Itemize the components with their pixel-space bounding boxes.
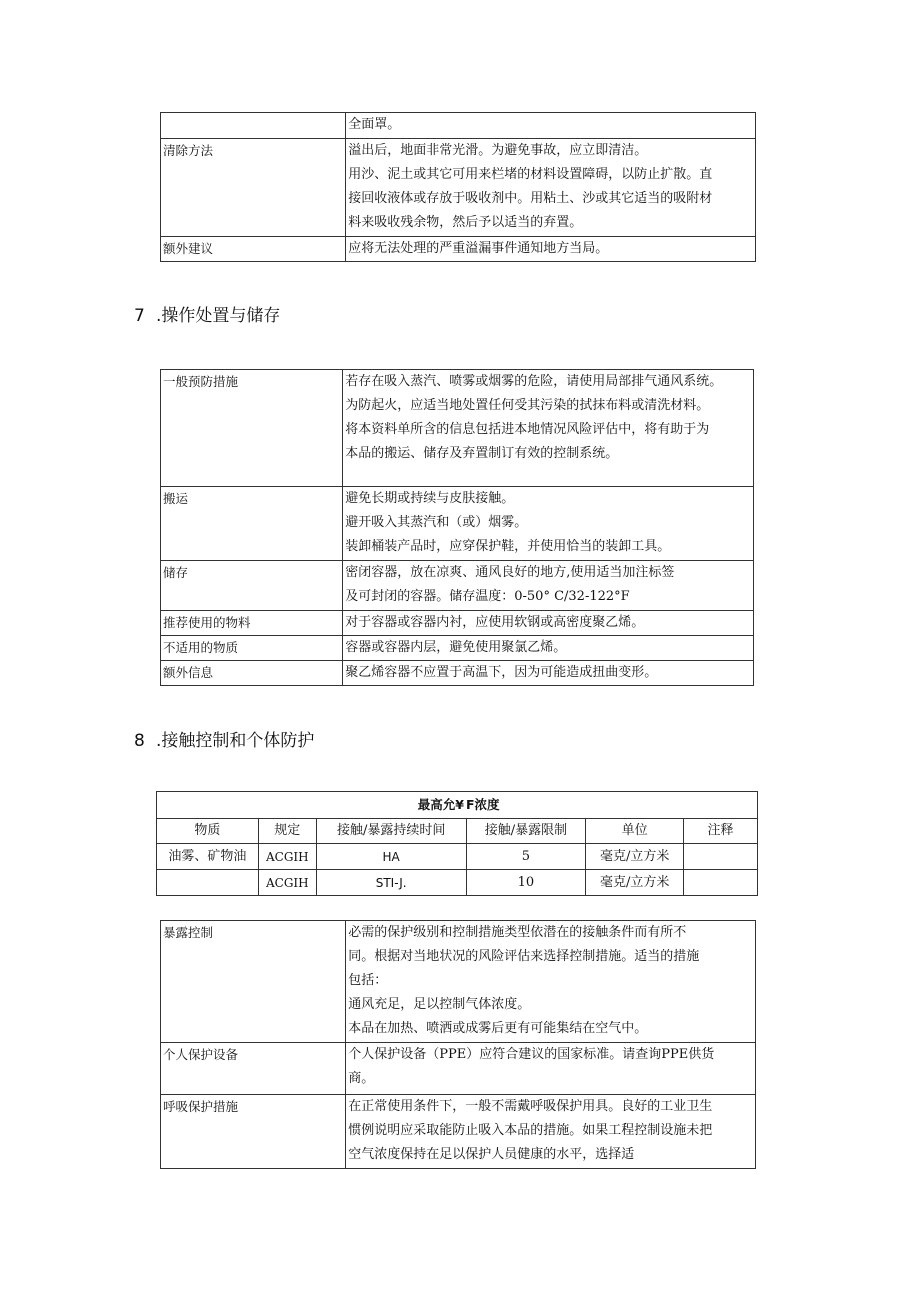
- row-label: 呼吸保护措施: [161, 1095, 346, 1169]
- exposure-controls-table: [160, 920, 756, 1169]
- section-number: 7: [134, 306, 145, 326]
- table-cell: 毫克/立方米: [586, 844, 684, 870]
- row-content: 聚乙烯容器不应置于高温下，因为可能造成扭曲变形。: [343, 661, 754, 686]
- row-label: 额外信息: [161, 661, 343, 686]
- row-content: 在正常使用条件下，一般不需戴呼吸保护用具。良好的工业卫生 惯例说明应采取能防止吸入本品的措施。如果工程控制设施未把 空气浓度保持在足以保护人员健康的水平，选择适: [346, 1095, 756, 1169]
- row-content: 必需的保护级别和控制措施类型依潜在的接触条件而有所不 同。根据对当地状况的风险评估来选择控制措施。适当的措施 包括： 通风充足，足以控制气体浓度。 本品在加热、喷洒或成雾后更有可能集结在空气中。: [346, 921, 756, 1043]
- table-cell: 毫克/立方米: [586, 870, 684, 896]
- row-content: 容器或容器内层，避免使用聚氯乙烯。: [343, 636, 754, 661]
- row-content: 个人保护设备（PPE）应符合建议的国家标准。请查询PPE供货 商。: [346, 1043, 756, 1095]
- table-row: [161, 921, 756, 1043]
- row-label: [161, 113, 346, 139]
- row-label: 个人保护设备: [161, 1043, 346, 1095]
- row-content: 溢出后，地面非常光滑。为避免事故，应立即清洁。 用沙、泥土或其它可用来栏堵的材料设置障碍，以防止扩散。直 接回收液体或存放于吸收剂中。用粘土、沙或其它适当的吸附材 料来吸收残余物，然后予以适当的弃置。: [346, 139, 756, 237]
- table-row: [161, 487, 754, 561]
- row-content: 若存在吸入蒸汽、喷雾或烟雾的危险，请使用局部排气通风系统。 为防起火，应适当地处置任何受其污染的拭抹布料或清洗材料。 将本资料单所含的信息包括进本地情况风险评估中，将有助于为 本品的搬运、储存及弃置制订有效的控制系统。: [343, 370, 754, 487]
- exposure-limits-table: [156, 791, 758, 896]
- section-7-heading: [134, 301, 280, 326]
- column-header-row: [157, 819, 758, 844]
- row-label: 清除方法: [161, 139, 346, 237]
- section-8-heading: [134, 726, 314, 751]
- table-cell: [157, 870, 259, 896]
- row-content: 密闭容器，放在凉爽、通风良好的地方,使用适当加注标签 及可封闭的容器。储存温度：0-50° C/32-122°F: [343, 561, 754, 611]
- table-cell: [684, 870, 758, 896]
- row-label: 暴露控制: [161, 921, 346, 1043]
- table-row: [161, 1043, 756, 1095]
- row-label: 搬运: [161, 487, 343, 561]
- table-cell: ACGIH: [258, 844, 316, 870]
- table-header-row: [157, 792, 758, 819]
- row-content: 全面罩。: [346, 113, 756, 139]
- section-title: .接触控制和个体防护: [156, 731, 315, 751]
- table-cell: HA: [316, 844, 466, 870]
- table-row: [161, 611, 754, 636]
- row-content: 避免长期或持续与皮肤接触。 避开吸入其蒸汽和（或）烟雾。 装卸桶装产品时，应穿保护鞋，并使用恰当的装卸工具。: [343, 487, 754, 561]
- row-label: 储存: [161, 561, 343, 611]
- table-cell: 5: [466, 844, 586, 870]
- table-row: [157, 844, 758, 870]
- header-cell: 最高允¥: [157, 792, 467, 819]
- header-cell: F浓度: [466, 792, 758, 819]
- row-label: 不适用的物质: [161, 636, 343, 661]
- table-cell: ACGIH: [258, 870, 316, 896]
- spill-table: [160, 112, 756, 262]
- row-label: 一般预防措施: [161, 370, 343, 487]
- table-row: [161, 661, 754, 686]
- column-header: 接触/暴露持续时间: [316, 819, 466, 844]
- row-content: 对于容器或容器内衬，应使用软钢或高密度聚乙烯。: [343, 611, 754, 636]
- column-header: 规定: [258, 819, 316, 844]
- table-row: [161, 237, 756, 262]
- row-label: 推荐使用的物料: [161, 611, 343, 636]
- table-row: [161, 636, 754, 661]
- table-row: [157, 870, 758, 896]
- row-label: 额外建议: [161, 237, 346, 262]
- table-row: [161, 139, 756, 237]
- table-row: [161, 1095, 756, 1169]
- column-header: 接触/暴露限制: [466, 819, 586, 844]
- section-number: 8: [134, 731, 145, 751]
- column-header: 单位: [586, 819, 684, 844]
- table-cell: STI-J.: [316, 870, 466, 896]
- table-row: [161, 113, 756, 139]
- table-cell: [684, 844, 758, 870]
- table-cell: 10: [466, 870, 586, 896]
- column-header: 物质: [157, 819, 259, 844]
- table-row: [161, 370, 754, 487]
- table-cell: 油雾、矿物油: [157, 844, 259, 870]
- handling-storage-table: [160, 369, 754, 686]
- section-title: .操作处置与储存: [156, 306, 281, 326]
- column-header: 注释: [684, 819, 758, 844]
- row-content: 应将无法处理的严重溢漏事件通知地方当局。: [346, 237, 756, 262]
- table-row: [161, 561, 754, 611]
